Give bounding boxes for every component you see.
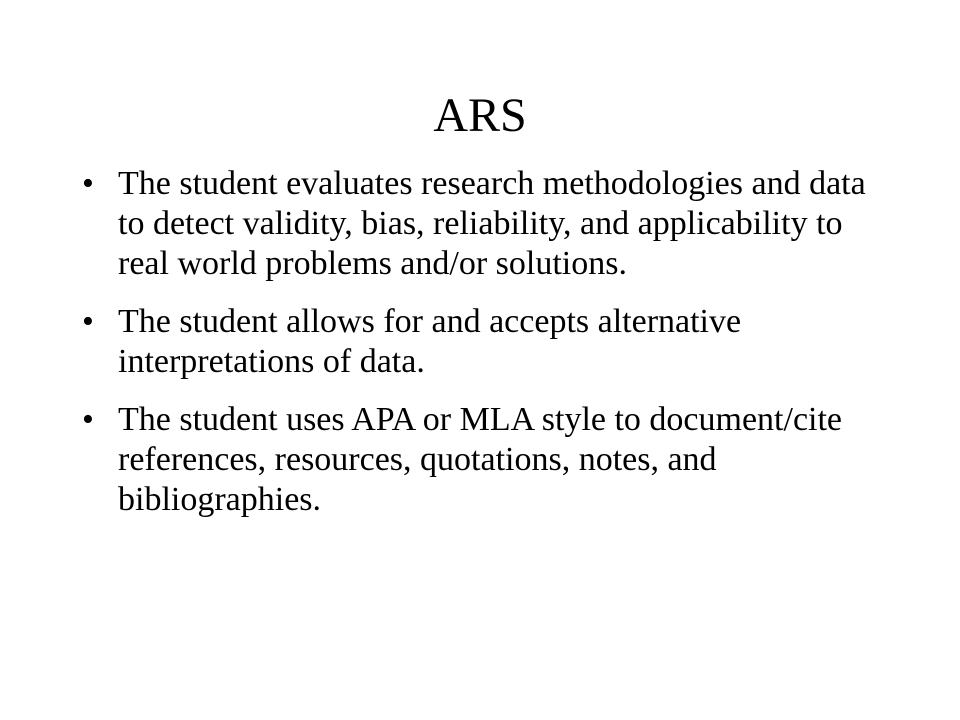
bullet-dot-icon: • xyxy=(82,401,94,438)
bullet-item xyxy=(82,302,882,382)
bullet-list xyxy=(82,164,882,538)
slide-title: ARS xyxy=(433,89,527,142)
bullet-dot-icon: • xyxy=(82,303,94,340)
bullet-text: The student allows for and accepts alternative interpretations of data. xyxy=(118,303,742,380)
bullet-text: The student uses APA or MLA style to document/cite references, resources, quotations, notes, and bibliographies. xyxy=(118,401,843,518)
bullet-item xyxy=(82,400,882,520)
bullet-text: The student evaluates research methodologies and data to detect validity, bias, reliability, and applicability to real world problems and/or solutions. xyxy=(118,165,866,282)
bullet-dot-icon: • xyxy=(82,165,94,202)
bullet-item xyxy=(82,164,882,284)
